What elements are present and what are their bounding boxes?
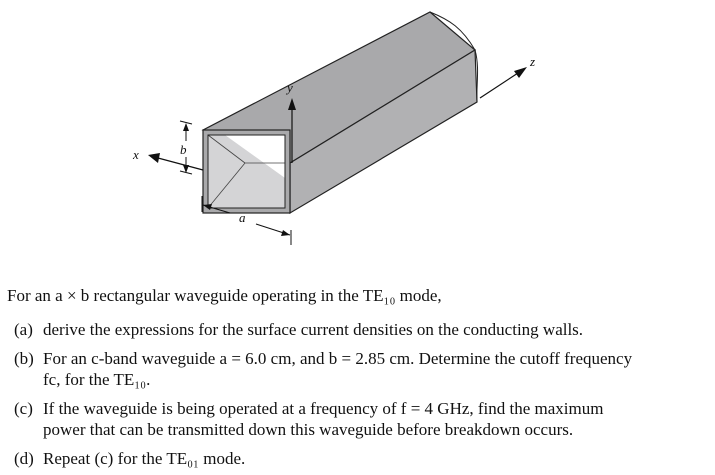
z-axis-label: z: [530, 54, 536, 69]
x-axis-arrow: [158, 158, 203, 170]
problem-intro: For an a × b rectangular waveguide operating in the TE₁₀ mode,: [7, 286, 442, 305]
b-dimension-label: b: [180, 142, 187, 157]
x-axis-label: x: [133, 147, 139, 162]
y-axis-label: y: [287, 80, 293, 95]
z-axis-arrow: [480, 73, 518, 98]
a-dimension-label: a: [239, 210, 246, 225]
part-d-number: (d): [14, 449, 34, 468]
part-a-number: (a): [14, 320, 33, 339]
part-b-text-line2: fc, for the TE₁₀.: [43, 370, 151, 389]
part-c-text-line2: power that can be transmitted down this waveguide before breakdown occurs.: [43, 420, 574, 439]
part-d-text: Repeat (c) for the TE₀₁ mode.: [43, 449, 246, 468]
part-c-number: (c): [14, 399, 33, 418]
part-b-number: (b): [14, 349, 34, 368]
part-b-text-line1: For an c-band waveguide a = 6.0 cm, and b = 2.85 cm. Determine the cutoff frequency: [43, 349, 633, 368]
part-c-text-line1: If the waveguide is being operated at a frequency of f = 4 GHz, find the maximum: [43, 399, 604, 418]
part-a-text: derive the expressions for the surface current densities on the conducting walls.: [43, 320, 584, 339]
